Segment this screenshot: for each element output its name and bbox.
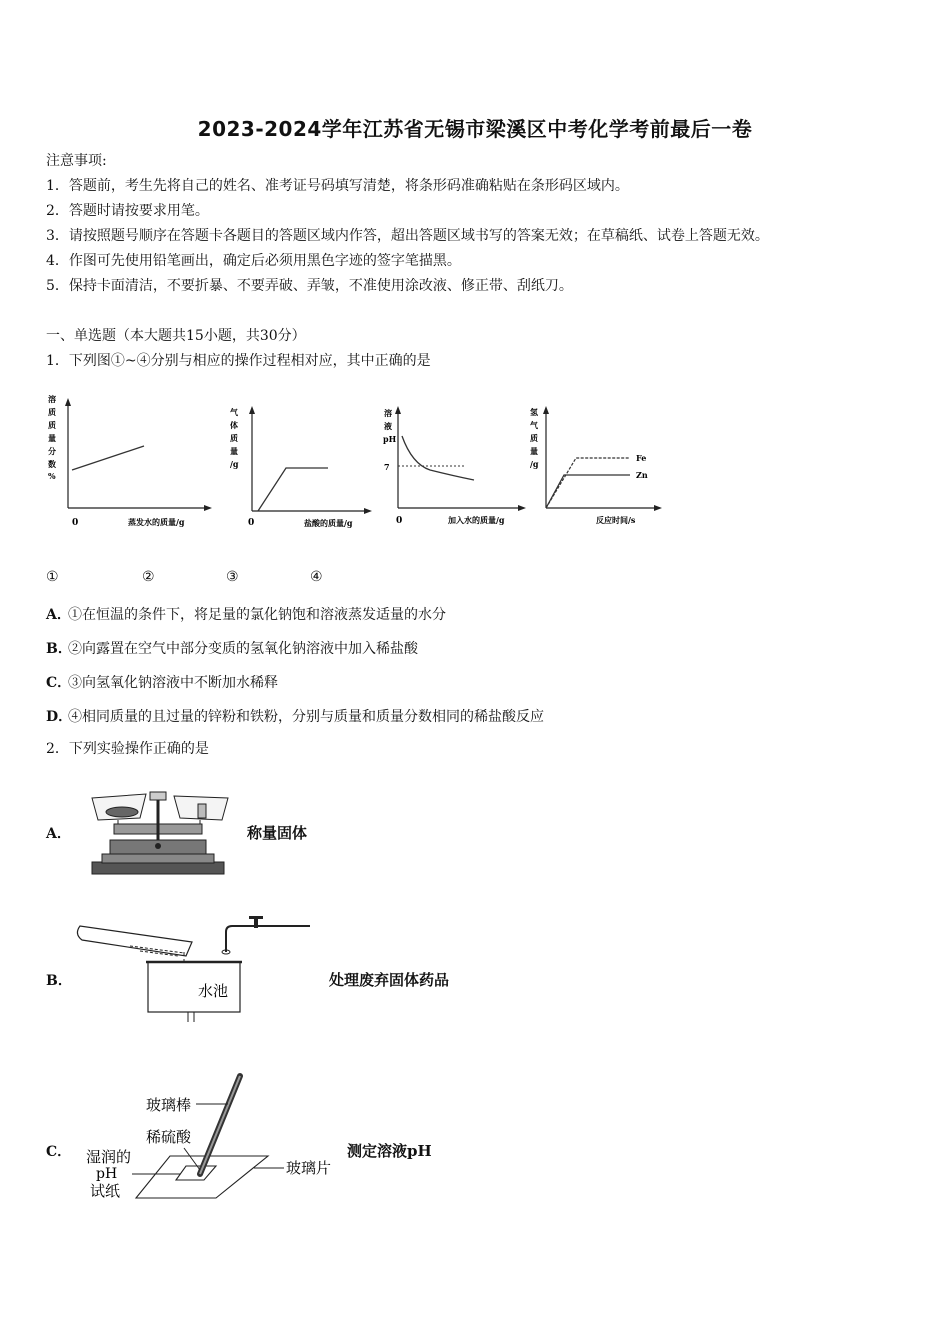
graph-1-ylabel-char: 数 <box>48 459 56 469</box>
balance-knob <box>155 843 161 849</box>
faucet-pipe <box>226 926 310 952</box>
graph-2-x-arrow <box>364 508 372 514</box>
graph-marker: ② <box>142 569 155 585</box>
faucet-handle-top <box>249 916 263 919</box>
notice-item: 3．请按照题号顺序在答题卡各题目的答题区域内作答，超出答题区域书写的答案无效；在草稿纸、试卷上答题无效。 <box>46 228 769 244</box>
notice-item: 1．答题前，考生先将自己的姓名、准考证号码填写清楚，将条形码准确粘贴在条形码区域内。 <box>46 178 629 194</box>
graph-2-ylabel-char: 质 <box>230 433 238 443</box>
graph-3-curve <box>402 436 474 480</box>
section-heading: 一、单选题（本大题共15小题，共30分） <box>46 328 306 344</box>
notice-item: 5．保持卡面清洁，不要折暴、不要弄破、弄皱，不准使用涂改液、修正带、刮纸刀。 <box>46 278 573 294</box>
option-letter: D． <box>46 709 73 725</box>
graph-4-ylabel-char: 气 <box>530 420 538 430</box>
question-2-stem: 2．下列实验操作正确的是 <box>46 741 209 757</box>
graph-3-ylabel-char: 液 <box>384 421 392 431</box>
question-1-stem: 1．下列图①~④分别与相应的操作过程相对应，其中正确的是 <box>46 353 431 369</box>
graph-3-ylabel-char: 溶 <box>384 408 392 418</box>
graph-4-x-arrow <box>654 505 662 511</box>
graph-marker: ③ <box>226 569 239 585</box>
page-title: 2023-2024学年江苏省无锡市梁溪区中考化学考前最后一卷 <box>197 117 753 141</box>
graph-4-series-zn: Zn <box>636 470 648 480</box>
graph-4-ylabel-char: 量 <box>530 446 538 456</box>
graph-3 <box>378 402 528 532</box>
graph-2-ylabel-char: 气 <box>230 407 238 417</box>
option-letter: A． <box>46 607 71 623</box>
q2-option-c-caption: 测定溶液pH <box>347 1142 432 1160</box>
weight <box>198 804 206 818</box>
graph-2 <box>224 402 374 535</box>
graph-4-curve-fe <box>546 458 630 508</box>
graph-1-ylabel-char: 质 <box>48 407 56 417</box>
graph-1-xlabel: 蒸发水的质量/g <box>128 517 185 527</box>
graph-4-xlabel: 反应时间/s <box>596 515 636 525</box>
q2-option-a-caption: 称量固体 <box>247 824 308 842</box>
balance-base-top <box>102 854 214 863</box>
q1-option-b[interactable] <box>46 638 418 658</box>
balance-base <box>92 862 224 874</box>
graph-2-y-arrow <box>249 406 255 414</box>
label-paper-2: pH <box>96 1166 118 1182</box>
graph-1-y-arrow <box>65 398 71 406</box>
graph-2-ylabel-char: 量 <box>230 446 238 456</box>
graph-2-xlabel: 盐酸的质量/g <box>304 518 353 528</box>
label-paper-3: 试纸 <box>90 1182 121 1200</box>
notice-heading: 注意事项: <box>46 153 107 169</box>
q2-option-a-letter[interactable]: A． <box>46 826 71 842</box>
graph-4-ylabel-char: /g <box>530 459 539 469</box>
option-text: ②向露置在空气中部分变质的氢氧化钠溶液中加入稀盐酸 <box>68 641 418 657</box>
graph-1-origin: 0 <box>72 518 79 528</box>
notice-item: 4．作图可先使用铅笔画出，确定后必须用黑色字迹的签字笔描黑。 <box>46 253 461 269</box>
weighed-solid <box>106 807 138 817</box>
q1-option-c[interactable] <box>46 672 278 692</box>
graph-1 <box>44 390 214 535</box>
graph-4-ylabel-char: 氢 <box>530 407 538 417</box>
graph-3-ylabel-char: pH <box>383 434 397 444</box>
graph-3-y-arrow <box>395 406 401 414</box>
option-letter: B． <box>46 641 72 657</box>
option-text: ④相同质量的且过量的锌粉和铁粉，分别与质量和质量分数相同的稀盐酸反应 <box>68 709 544 725</box>
notice-item: 2．答题时请按要求用笔。 <box>46 203 209 219</box>
graph-2-ylabel-char: 体 <box>230 420 238 430</box>
graph-1-ylabel-char: 分 <box>48 446 56 456</box>
balance-figure <box>84 784 234 878</box>
graph-3-xlabel: 加入水的质量/g <box>448 515 505 525</box>
option-text: ③向氢氧化钠溶液中不断加水稀释 <box>68 675 278 691</box>
graph-1-ylabel-char: % <box>48 471 56 481</box>
sink-label: 水池 <box>198 982 229 1000</box>
graph-1-ylabel-char: 质 <box>48 420 56 430</box>
graph-1-ylabel-char: 溶 <box>48 394 56 404</box>
label-paper-1: 湿润的 <box>86 1148 132 1166</box>
graph-marker: ④ <box>310 569 323 585</box>
graph-3-origin: 0 <box>396 516 403 526</box>
q2-option-b-letter[interactable]: B． <box>46 973 72 989</box>
label-rod: 玻璃棒 <box>146 1096 192 1114</box>
q2-option-b-caption: 处理废弃固体药品 <box>329 971 450 989</box>
option-text: ①在恒温的条件下，将足量的氯化钠饱和溶液蒸发适量的水分 <box>68 607 446 623</box>
balance-pointer-top <box>150 792 166 800</box>
faucet-handle <box>254 918 258 928</box>
graph-1-curve <box>72 446 144 470</box>
graph-1-ylabel-char: 量 <box>48 433 56 443</box>
ph-test-figure <box>84 1070 344 1206</box>
q1-option-a[interactable] <box>46 604 446 624</box>
label-acid: 稀硫酸 <box>146 1128 192 1146</box>
graph-2-origin: 0 <box>248 518 255 528</box>
graph-3-tick-7: 7 <box>384 462 390 472</box>
q1-option-d[interactable] <box>46 706 544 726</box>
graph-4 <box>524 402 664 532</box>
graph-2-curve <box>258 468 328 511</box>
q2-option-c-letter[interactable]: C． <box>46 1144 72 1160</box>
sink-figure <box>70 906 320 1026</box>
graph-4-series-fe: Fe <box>636 453 647 463</box>
graph-2-ylabel-char: /g <box>230 459 239 469</box>
graph-4-ylabel-char: 质 <box>530 433 538 443</box>
graph-4-curve-zn <box>546 475 630 508</box>
graph-4-y-arrow <box>543 406 549 414</box>
label-glass: 玻璃片 <box>286 1159 332 1177</box>
graph-1-x-arrow <box>204 505 212 511</box>
graph-marker: ① <box>46 569 59 585</box>
option-letter: C． <box>46 675 72 691</box>
